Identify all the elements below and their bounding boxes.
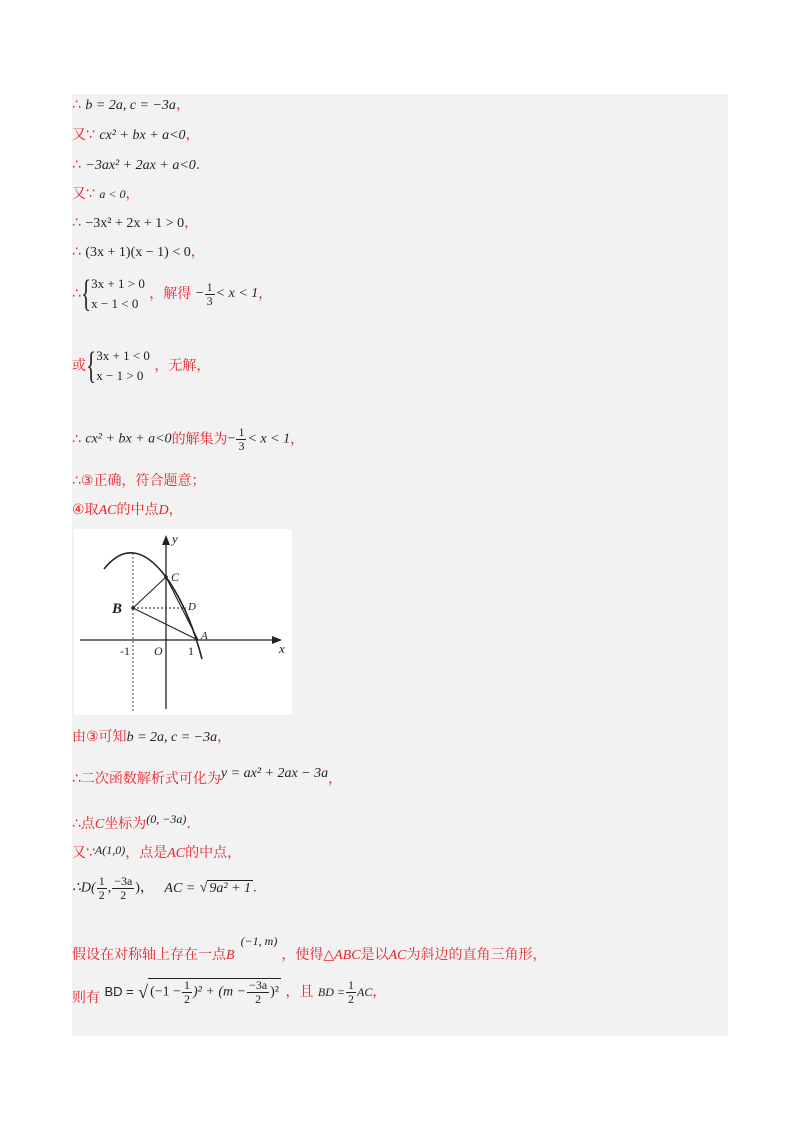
math-expr: A(1,0): [94, 843, 126, 857]
punct: ，: [185, 127, 200, 143]
punct: ，: [258, 286, 273, 302]
numerator: 1: [98, 874, 105, 888]
close-paren: )，: [135, 880, 154, 896]
because-symbol: 又∵: [72, 186, 95, 202]
neg-one-label: -1: [120, 644, 130, 658]
line-4: [72, 185, 139, 203]
minus: −: [195, 286, 204, 301]
no-solution-text: ，无解，: [154, 358, 211, 374]
text: ，使得△: [281, 947, 335, 963]
therefore-symbol: ∴: [72, 157, 81, 173]
figure-svg: [74, 529, 292, 715]
segment-label: AC: [388, 948, 407, 963]
punct: ，: [190, 244, 205, 260]
text: 为斜边的直角三角形，: [406, 947, 547, 963]
d-label: D: [188, 601, 196, 613]
line-17: [72, 932, 546, 965]
math-expr: cx² + bx + a<0: [99, 128, 186, 143]
denominator: 2: [98, 888, 105, 902]
math-expr: (3x + 1)(x − 1) < 0: [85, 245, 191, 260]
text: ∴二次函数解析式可化为: [72, 771, 221, 787]
fraction: [97, 875, 107, 902]
math-expr: (0, −3a): [146, 812, 187, 826]
fraction: [205, 281, 215, 308]
inequality-system: [91, 274, 145, 314]
fraction: [182, 979, 192, 1006]
text: ，且: [285, 984, 314, 1000]
line-11: [72, 501, 183, 520]
y-label: y: [172, 531, 178, 546]
fraction: [346, 979, 356, 1006]
radicand: 9a² + 1: [209, 880, 252, 896]
denominator: 3: [238, 439, 245, 453]
therefore-symbol: ∴: [72, 286, 81, 302]
math-expr: −3ax² + 2ax + a<0: [85, 158, 196, 173]
one-label: 1: [188, 644, 194, 658]
system-row: x − 1 > 0: [96, 368, 144, 383]
radicand: [148, 978, 281, 1006]
punct: ，: [217, 729, 232, 745]
punct: ，: [328, 771, 343, 787]
numerator: 1: [184, 978, 191, 992]
line-13: [72, 765, 342, 788]
punct: .: [186, 816, 191, 832]
line-16: [72, 875, 257, 902]
line-14: [72, 810, 191, 834]
punct: ，: [175, 97, 190, 113]
punct: ，: [125, 186, 140, 202]
sqrt-icon: √: [138, 982, 149, 1002]
fraction: [247, 979, 269, 1006]
text: 是以: [360, 947, 389, 963]
math-expr: b = 2a, c = −3a: [126, 730, 218, 745]
x-label: x: [279, 641, 285, 656]
solve-text: ，解得: [149, 286, 192, 302]
text: ④取: [72, 502, 99, 518]
sqrt-icon: √: [199, 880, 208, 896]
segment-label: AC: [98, 503, 117, 518]
line-6: [72, 243, 205, 262]
text: 坐标为: [104, 816, 147, 832]
punct: ．: [195, 157, 210, 173]
math-expr: −3x² + 2x + 1 > 0: [85, 216, 185, 231]
math-expr: < x < 1: [247, 431, 291, 447]
inequality-system: [96, 346, 150, 386]
point-label: C: [94, 817, 105, 832]
denominator: 2: [348, 991, 354, 1006]
line-18: [72, 978, 386, 1007]
punct: .: [253, 880, 257, 896]
numerator: 1: [348, 977, 354, 992]
line-3: [72, 156, 210, 175]
brace-icon: {: [81, 273, 92, 315]
line-9: [72, 426, 304, 453]
point-c: [164, 575, 168, 579]
text: 由③可知: [72, 729, 127, 745]
text: ，点是: [125, 845, 168, 861]
point-d-prefix: ∴D(: [72, 880, 96, 896]
solution-set-text: 的解集为: [171, 431, 228, 448]
punct: ，: [168, 502, 183, 518]
text: 的中点: [116, 502, 159, 518]
denominator: 2: [184, 992, 191, 1006]
system-row: x − 1 < 0: [91, 296, 139, 311]
ac-eq: AC =: [164, 880, 196, 896]
numerator: 1: [206, 279, 213, 294]
line-10: ∴③正确，符合题意；: [72, 473, 206, 489]
c-label: C: [171, 570, 180, 584]
math-expr: cx² + bx + a<0: [85, 431, 172, 447]
numerator: −3a: [114, 874, 133, 888]
bd-eq: BD =: [317, 985, 345, 999]
segment-label: AC: [357, 985, 373, 999]
punct: ，: [372, 984, 387, 1000]
fraction: [236, 426, 246, 453]
radicand-part: )²: [270, 984, 279, 1000]
system-row: 3x + 1 < 0: [96, 348, 150, 363]
y-axis-arrow-icon: [162, 535, 170, 545]
therefore-symbol: ∴: [72, 244, 81, 260]
denominator: 3: [206, 293, 213, 308]
because-symbol: 又∵: [72, 127, 95, 143]
denominator: 2: [255, 992, 262, 1006]
punct: ，: [184, 215, 199, 231]
math-expr: b = 2a, c = −3a: [85, 98, 176, 113]
point-label: D: [158, 503, 169, 518]
math-expr: < x < 1: [215, 286, 259, 301]
therefore-symbol: ∴: [72, 97, 81, 113]
math-expr: a < 0: [99, 187, 126, 201]
origin-label: O: [154, 644, 163, 658]
system-row: 3x + 1 > 0: [91, 276, 145, 291]
point-b-coords: (−1, m): [240, 934, 278, 948]
text: ∴点: [72, 816, 95, 832]
numerator: −3a: [249, 978, 268, 992]
point-label: B: [226, 948, 235, 963]
radicand-part: )² + (m −: [193, 984, 247, 1000]
text: 则有: [72, 990, 100, 1006]
segment-label: AC: [167, 846, 186, 861]
triangle-label: ABC: [334, 948, 361, 963]
punct: ，: [290, 431, 305, 448]
bc-segment: [133, 577, 166, 608]
line-12: [72, 728, 231, 747]
text: 的中点，: [185, 845, 242, 861]
brace-icon: {: [86, 345, 97, 387]
bd-eq: BD =: [104, 984, 134, 999]
a-label: A: [201, 630, 208, 642]
radicand-part: (−1 −: [150, 984, 182, 1000]
because-symbol: 又∵: [72, 845, 95, 861]
minus: −: [227, 431, 236, 447]
comma: ,: [107, 880, 112, 896]
text: 假设在对称轴上存在一点: [72, 947, 226, 963]
line-7-system: [72, 274, 272, 314]
therefore-symbol: ∴: [72, 431, 81, 448]
denominator: 2: [120, 888, 127, 902]
therefore-symbol: ∴: [72, 215, 81, 231]
or-text: 或: [72, 358, 86, 374]
math-expr: y = ax² + 2ax − 3a: [220, 766, 329, 781]
line-1: [72, 96, 190, 115]
line-5: [72, 214, 198, 233]
parabola-figure: [74, 529, 292, 715]
fraction: [112, 875, 134, 902]
point-b: [131, 606, 135, 610]
b-label: B: [112, 601, 123, 617]
numerator: 1: [238, 425, 245, 439]
line-2: [72, 126, 200, 145]
line-8-system: [72, 346, 210, 386]
line-15: [72, 841, 241, 863]
